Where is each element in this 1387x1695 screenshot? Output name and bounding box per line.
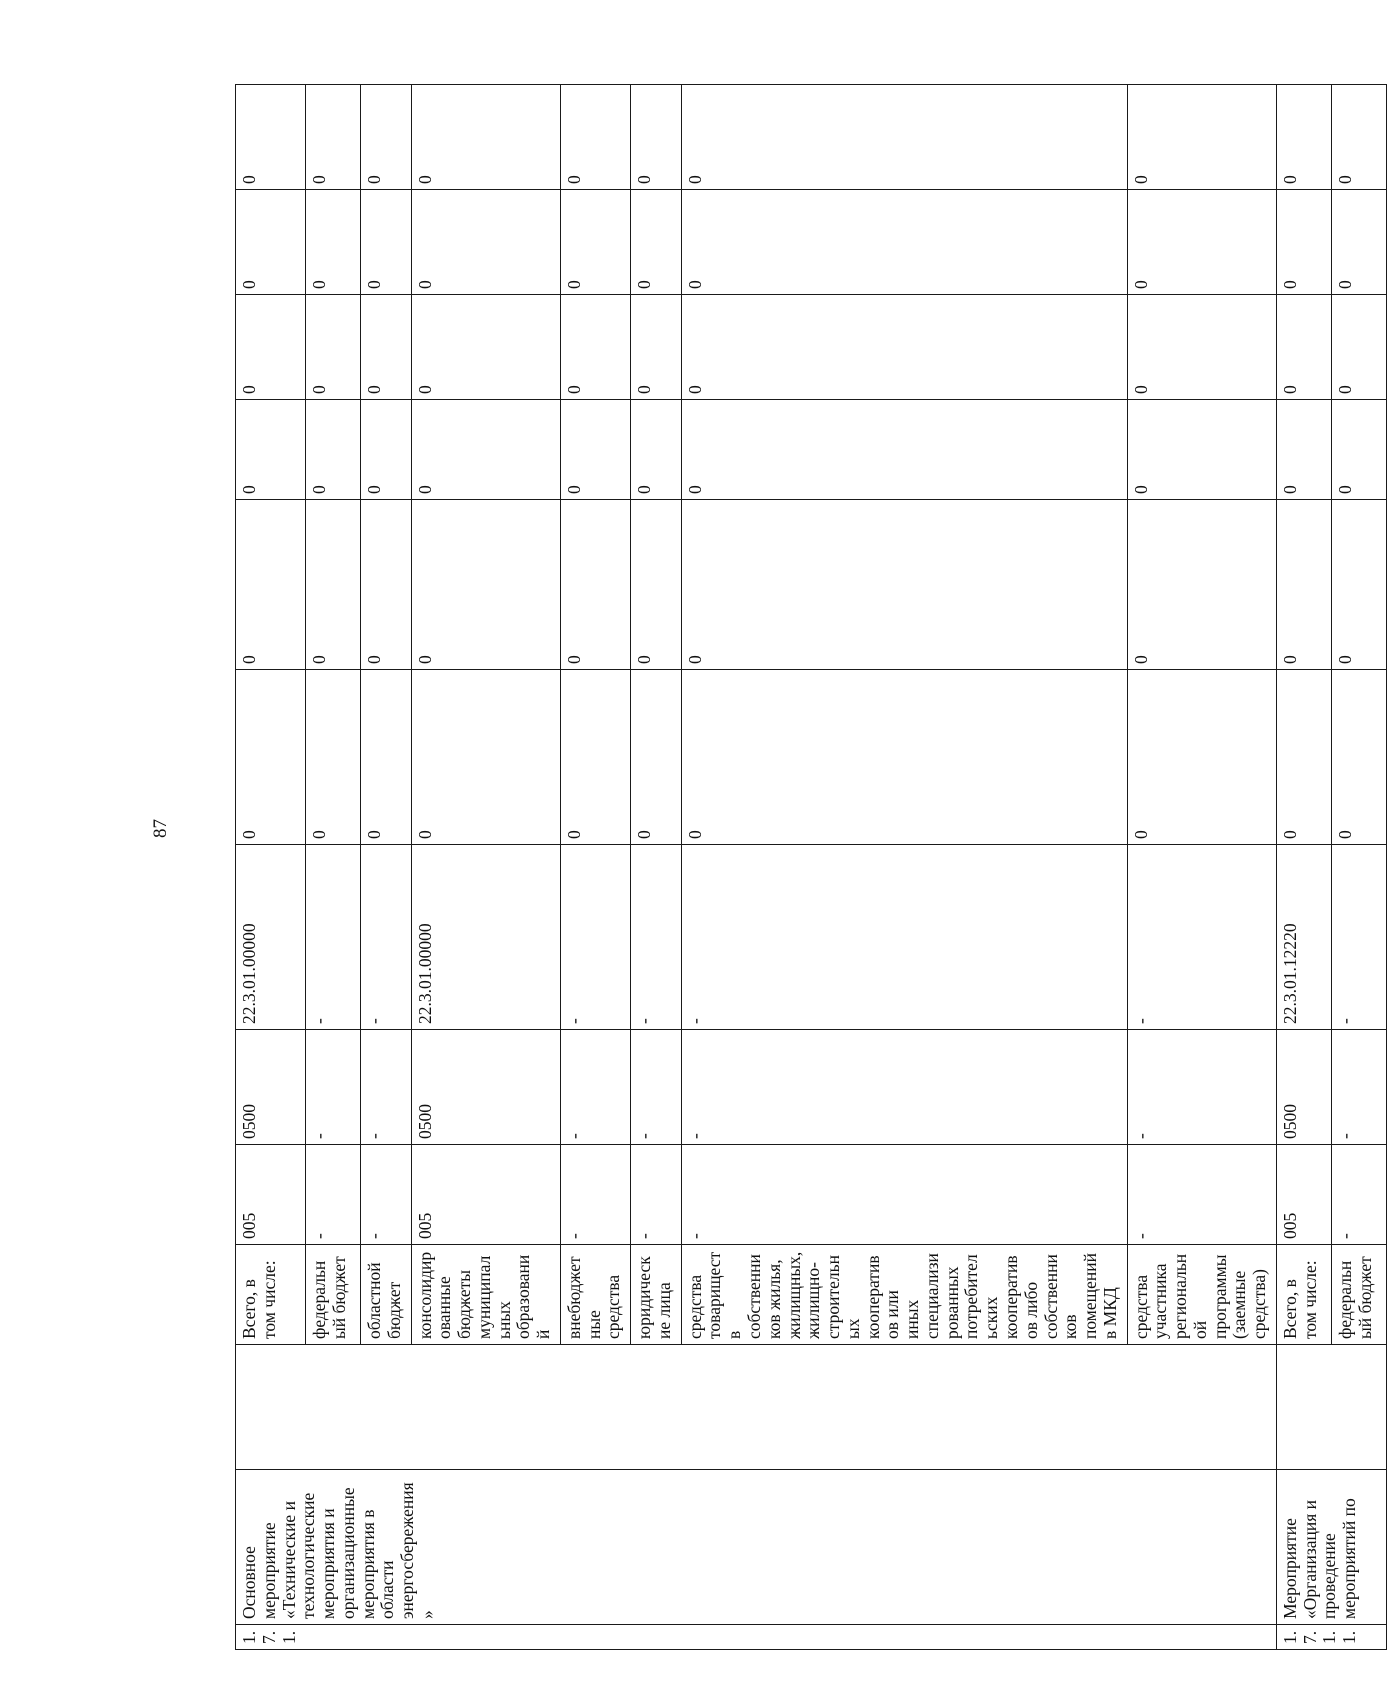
value-cell: 0 — [1276, 190, 1331, 295]
event-name: Основное мероприятие «Технические и технологические мероприятия и организационные мероприятия в области энергосбережения» — [236, 1470, 1277, 1625]
value-cell: 0 — [681, 85, 1127, 190]
funding-source: средства товариществ собственников жилья, жилищных, жилищно-строительных кооперативов или иных специализированных потребительских кооперативов либо собственников помещений в МКД — [681, 1245, 1127, 1345]
funding-source: федеральный бюджет — [306, 1245, 361, 1345]
value-cell: 0 — [1276, 295, 1331, 400]
value-cell: 0 — [1127, 670, 1276, 845]
value-cell: 0 — [1276, 85, 1331, 190]
value-cell: 0 — [560, 500, 630, 670]
value-cell: 0 — [1127, 85, 1276, 190]
event-name: Мероприятие «Организация и проведение мероприятий по — [1276, 1470, 1386, 1625]
value-cell: 0 — [1331, 295, 1386, 400]
value-cell: 0 — [560, 190, 630, 295]
value-cell: 0 — [1331, 85, 1386, 190]
value-cell: 0 — [681, 295, 1127, 400]
value-cell: 0 — [361, 670, 412, 845]
value-cell: 0 — [631, 190, 682, 295]
page-number: 87 — [150, 819, 171, 838]
grbs-code: - — [560, 1145, 630, 1245]
value-cell: 0 — [1276, 500, 1331, 670]
csr-code: - — [681, 845, 1127, 1030]
value-cell: 0 — [411, 190, 560, 295]
value-cell: 0 — [681, 400, 1127, 500]
value-cell: 0 — [361, 500, 412, 670]
grbs-code: - — [681, 1145, 1127, 1245]
funding-source: Всего, в том числе: — [1276, 1245, 1331, 1345]
grbs-code: - — [306, 1145, 361, 1245]
rzpr-code: - — [1331, 1030, 1386, 1145]
value-cell: 0 — [631, 295, 682, 400]
value-cell: 0 — [1331, 670, 1386, 845]
rzpr-code: - — [361, 1030, 412, 1145]
budget-table — [235, 84, 1387, 1650]
value-cell: 0 — [1127, 400, 1276, 500]
rzpr-code: - — [560, 1030, 630, 1145]
funding-source: областной бюджет — [361, 1245, 412, 1345]
value-cell: 0 — [411, 670, 560, 845]
value-cell: 0 — [236, 500, 306, 670]
rzpr-code: - — [681, 1030, 1127, 1145]
rzpr-code: - — [306, 1030, 361, 1145]
value-cell: 0 — [306, 400, 361, 500]
funding-source: консолидированные бюджеты муниципальных образований — [411, 1245, 560, 1345]
table-row — [236, 85, 306, 1650]
value-cell: 0 — [411, 500, 560, 670]
table-row — [1276, 85, 1331, 1650]
csr-code: - — [631, 845, 682, 1030]
row-number: 1.7.1. — [236, 1625, 1277, 1650]
csr-code: 22.3.01.00000 — [411, 845, 560, 1030]
csr-code: - — [1127, 845, 1276, 1030]
csr-code: - — [306, 845, 361, 1030]
rzpr-code: - — [631, 1030, 682, 1145]
grbs-code: 005 — [236, 1145, 306, 1245]
value-cell: 0 — [411, 295, 560, 400]
value-cell: 0 — [306, 670, 361, 845]
value-cell: 0 — [631, 670, 682, 845]
value-cell: 0 — [1331, 190, 1386, 295]
value-cell: 0 — [631, 400, 682, 500]
value-cell: 0 — [411, 400, 560, 500]
value-cell: 0 — [236, 400, 306, 500]
csr-code: 22.3.01.12220 — [1276, 845, 1331, 1030]
value-cell: 0 — [631, 500, 682, 670]
csr-code: 22.3.01.00000 — [236, 845, 306, 1030]
value-cell: 0 — [631, 85, 682, 190]
funding-source: средства участника региональной программы (заемные средства) — [1127, 1245, 1276, 1345]
grbs-code: - — [1127, 1145, 1276, 1245]
rzpr-code: - — [1127, 1030, 1276, 1145]
value-cell: 0 — [236, 295, 306, 400]
csr-code: - — [1331, 845, 1386, 1030]
value-cell: 0 — [1127, 500, 1276, 670]
rzpr-code: 0500 — [411, 1030, 560, 1145]
grbs-code: - — [361, 1145, 412, 1245]
value-cell: 0 — [361, 295, 412, 400]
value-cell: 0 — [560, 400, 630, 500]
funding-source: Всего, в том числе: — [236, 1245, 306, 1345]
value-cell: 0 — [560, 85, 630, 190]
grbs-code: - — [1331, 1145, 1386, 1245]
value-cell: 0 — [411, 85, 560, 190]
value-cell: 0 — [560, 295, 630, 400]
value-cell: 0 — [236, 670, 306, 845]
value-cell: 0 — [306, 500, 361, 670]
csr-code: - — [560, 845, 630, 1030]
value-cell: 0 — [681, 190, 1127, 295]
value-cell: 0 — [361, 85, 412, 190]
grbs-code: 005 — [1276, 1145, 1331, 1245]
funding-source: федеральный бюджет — [1331, 1245, 1386, 1345]
value-cell: 0 — [236, 85, 306, 190]
value-cell: 0 — [306, 295, 361, 400]
value-cell: 0 — [560, 670, 630, 845]
value-cell: 0 — [681, 670, 1127, 845]
value-cell: 0 — [306, 190, 361, 295]
csr-code: - — [361, 845, 412, 1030]
value-cell: 0 — [1276, 400, 1331, 500]
rzpr-code: 0500 — [1276, 1030, 1331, 1145]
value-cell: 0 — [1127, 295, 1276, 400]
row-number: 1.7.1.1. — [1276, 1625, 1386, 1650]
value-cell: 0 — [361, 400, 412, 500]
budget-table-container — [235, 85, 1375, 1650]
value-cell: 0 — [1331, 400, 1386, 500]
value-cell: 0 — [306, 85, 361, 190]
grbs-code: 005 — [411, 1145, 560, 1245]
funding-source: внебюджетные средства — [560, 1245, 630, 1345]
rzpr-code: 0500 — [236, 1030, 306, 1145]
value-cell: 0 — [1331, 500, 1386, 670]
grbs-code: - — [631, 1145, 682, 1245]
blank-cell — [1276, 1345, 1386, 1470]
blank-cell — [236, 1345, 1277, 1470]
value-cell: 0 — [361, 190, 412, 295]
value-cell: 0 — [681, 500, 1127, 670]
value-cell: 0 — [236, 190, 306, 295]
value-cell: 0 — [1276, 670, 1331, 845]
value-cell: 0 — [1127, 190, 1276, 295]
funding-source: юридические лица — [631, 1245, 682, 1345]
